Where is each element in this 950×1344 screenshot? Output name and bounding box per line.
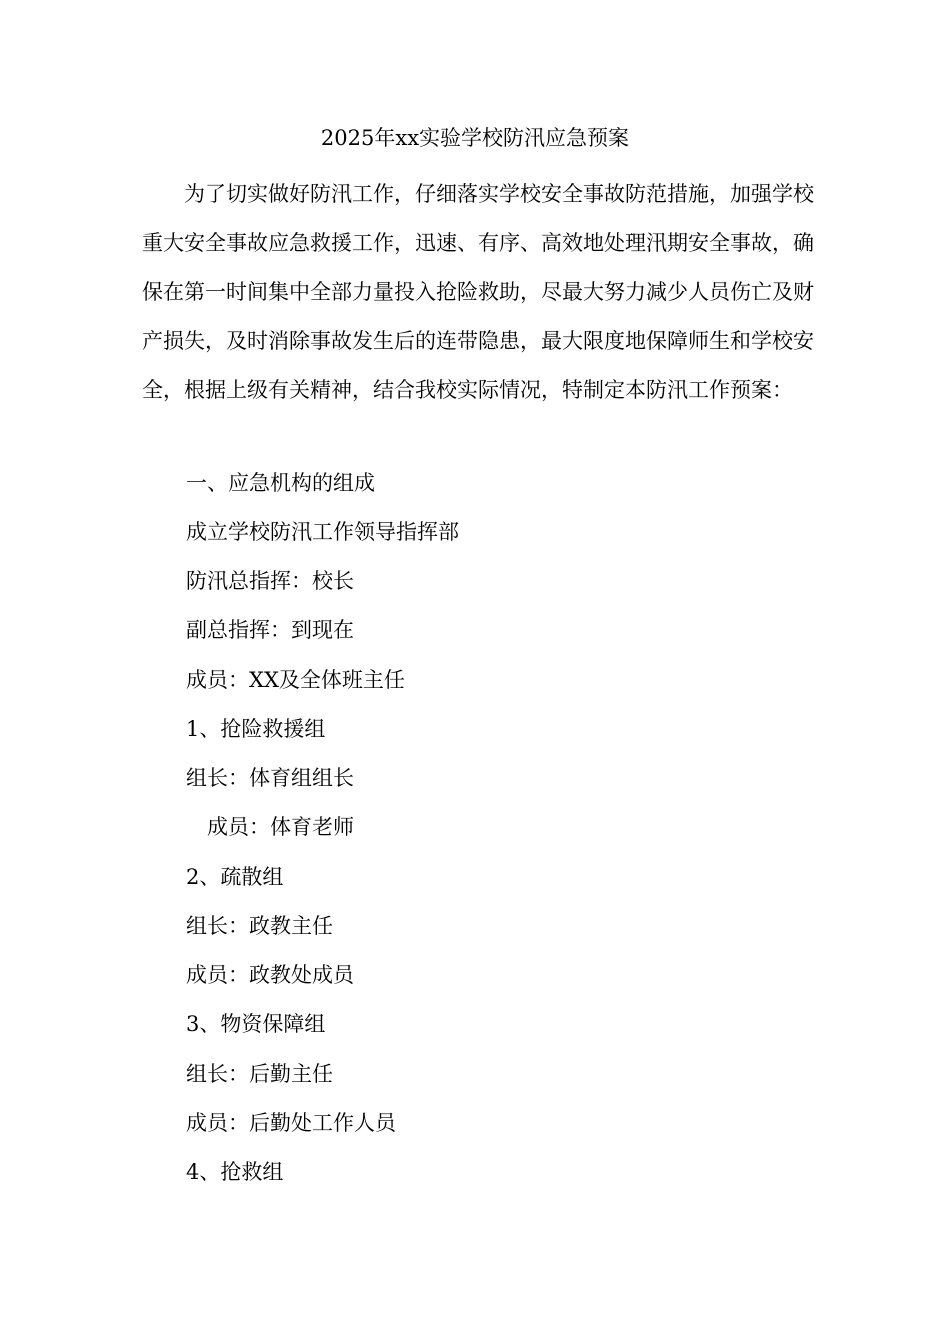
- group-heading-rescue: 1、抢险救援组: [186, 717, 326, 741]
- text-line: 成员：后勤处工作人员: [186, 1111, 396, 1135]
- text-line: 组长：政教主任: [186, 914, 333, 938]
- document-title: 2025年xx实验学校防汛应急预案: [320, 126, 630, 150]
- text-line: 成员：政教处成员: [186, 963, 354, 987]
- group-heading-first-aid: 4、抢救组: [186, 1160, 284, 1184]
- text-line: 成立学校防汛工作领导指挥部: [186, 520, 459, 544]
- intro-paragraph: 为了切实做好防汛工作，仔细落实学校安全事故防范措施，加强学校重大安全事故应急救援工作，迅速、有序、高效地处理汛期安全事故，确保在第一时间集中全部力量投入抢险救助，尽最大努力减少人员伤亡及财产损失，及时消除事故发生后的连带隐患，最大限度地保障师生和学校安全，根据上级有关精神，结合我校实际情况，特制定本防汛工作预案：: [142, 182, 814, 402]
- text-line: 组长：后勤主任: [186, 1062, 333, 1086]
- text-line: 成员：体育老师: [207, 815, 354, 839]
- section-heading-emergency-organization: 一、应急机构的组成: [186, 471, 375, 495]
- text-line: 防汛总指挥：校长: [186, 569, 354, 593]
- group-heading-evacuation: 2、疏散组: [186, 865, 284, 889]
- group-heading-supplies: 3、物资保障组: [186, 1012, 326, 1036]
- text-line: 副总指挥：到现在: [186, 618, 354, 642]
- text-line: 成员：XX及全体班主任: [186, 668, 405, 692]
- text-line: 组长：体育组组长: [186, 766, 354, 790]
